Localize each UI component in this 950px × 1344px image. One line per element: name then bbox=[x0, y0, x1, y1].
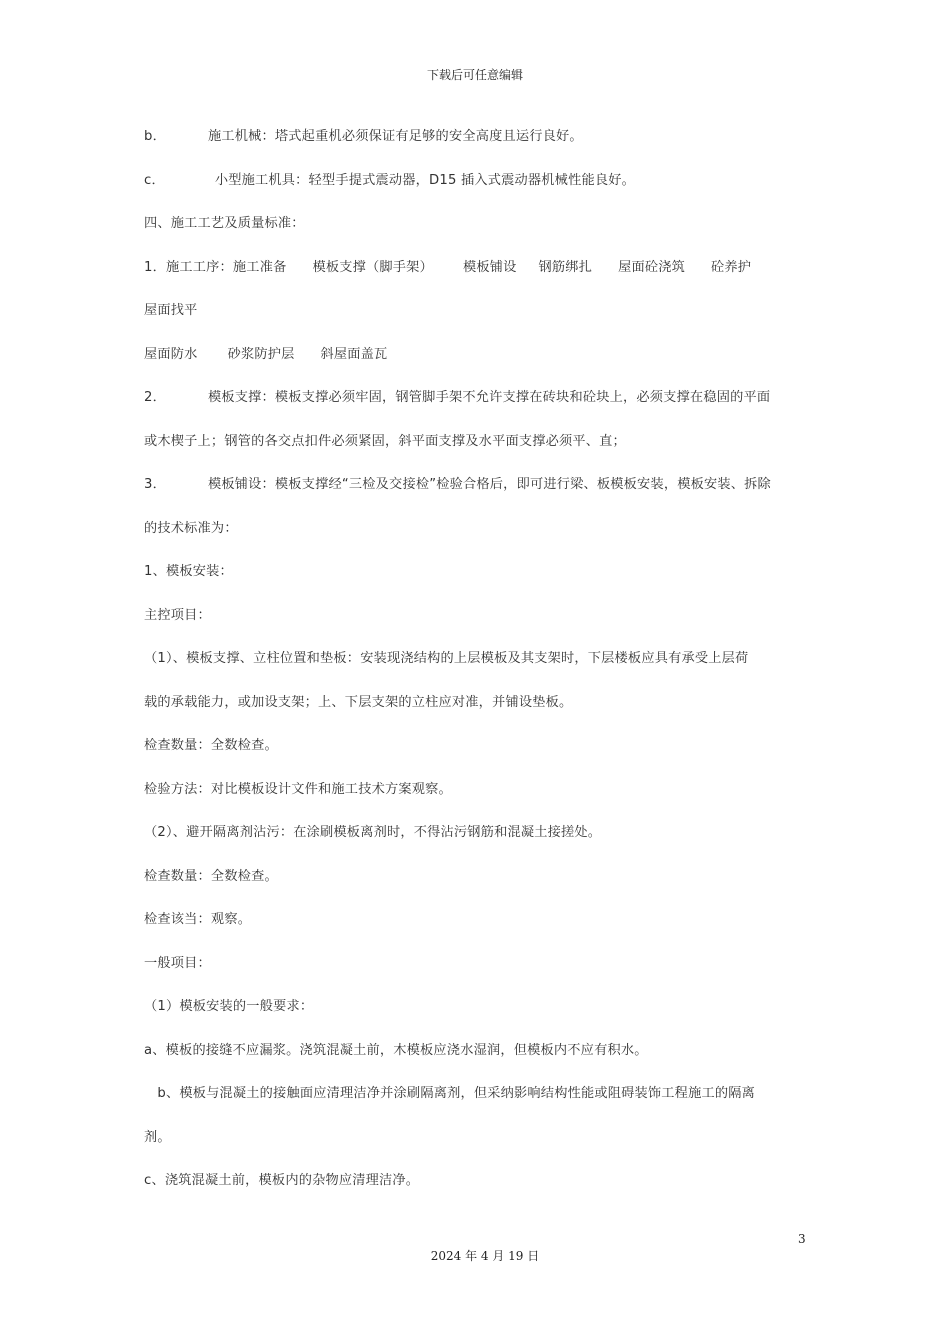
line-text: 主控项目： bbox=[144, 607, 211, 623]
line-text: （1）、模板支撑、立柱位置和垫板：安装现浇结构的上层模板及其支架时，下层楼板应具有承受上层荷 bbox=[144, 651, 749, 666]
body-line bbox=[144, 822, 809, 866]
line-text: 检查数量：全数检查。 bbox=[144, 868, 278, 884]
line-text: 施工机械：塔式起重机必须保证有足够的安全高度且运行良好。 bbox=[207, 129, 583, 144]
line-text: （1）模板安装的一般要求： bbox=[144, 999, 314, 1014]
line-text: c、浇筑混凝土前，模板内的杂物应清理洁净。 bbox=[144, 1173, 420, 1188]
process-step: 钢筋绑扎 bbox=[538, 259, 593, 275]
line-text: 载的承载能力，或加设支架；上、下层支架的立柱应对准，并铺设垫板。 bbox=[144, 694, 573, 710]
process-step: 斜屋面盖瓦 bbox=[320, 346, 388, 362]
line-text: 小型施工机具：轻型手提式震动器，D15 插入式震动器机械性能良好。 bbox=[214, 172, 636, 188]
body-line bbox=[144, 1083, 809, 1127]
list-marker: 3． bbox=[144, 477, 166, 492]
body-line bbox=[144, 518, 809, 562]
list-marker: 2． bbox=[144, 390, 166, 405]
line-text: 一般项目： bbox=[144, 955, 211, 971]
line-text: 1．施工工序：施工准备 bbox=[144, 259, 287, 275]
line-text: 的技术标准为： bbox=[144, 520, 238, 536]
section-heading bbox=[144, 213, 809, 257]
body-line bbox=[144, 996, 809, 1040]
page-header: 下载后可任意编辑 bbox=[426, 68, 523, 82]
body-line bbox=[144, 126, 809, 170]
document-body bbox=[144, 126, 809, 1214]
body-line bbox=[144, 909, 809, 953]
process-step: 屋面找平 bbox=[144, 303, 198, 318]
process-step: 屋面防水 bbox=[144, 346, 198, 362]
body-line bbox=[144, 735, 809, 779]
list-marker: c． bbox=[144, 172, 165, 188]
line-text: 四、施工工艺及质量标准： bbox=[144, 216, 305, 231]
process-line bbox=[144, 257, 809, 301]
process-step: 屋面砼浇筑 bbox=[618, 259, 686, 275]
body-line bbox=[144, 1127, 809, 1171]
subsection-heading bbox=[144, 953, 809, 997]
line-text: 剂。 bbox=[144, 1129, 171, 1145]
line-text: a、模板的接缝不应漏浆。浇筑混凝土前，木模板应浇水湿润，但模板内不应有积水。 bbox=[144, 1042, 648, 1058]
process-line bbox=[144, 300, 809, 344]
body-line bbox=[144, 1040, 809, 1084]
line-text: b、模板与混凝土的接触面应清理洁净并涂刷隔离剂，但采纳影响结构性能或阻碍装饰工程施工的隔离 bbox=[144, 1086, 756, 1101]
page-number: 3 bbox=[798, 1232, 806, 1246]
line-text: 检查数量：全数检查。 bbox=[144, 738, 278, 753]
process-step: 模板铺设 bbox=[462, 259, 517, 275]
list-marker: b． bbox=[144, 129, 166, 144]
line-text: 检查该当：观察。 bbox=[144, 912, 252, 927]
process-line bbox=[144, 344, 809, 388]
footer-date: 2024 年 4 月 19 日 bbox=[430, 1249, 540, 1263]
line-text: 或木楔子上；钢管的各交点扣件必须紧固，斜平面支撑及水平面支撑必须平、直； bbox=[144, 433, 626, 449]
line-text: 模板铺设：模板支撑经“三检及交接检”检验合格后，即可进行梁、板模板安装，模板安装、拆除 bbox=[207, 477, 771, 492]
body-line bbox=[144, 866, 809, 910]
body-line bbox=[144, 170, 809, 214]
body-line bbox=[144, 474, 809, 518]
subsection-heading bbox=[144, 605, 809, 649]
process-step: 砂浆防护层 bbox=[227, 346, 295, 362]
body-line bbox=[144, 1170, 809, 1214]
process-step: 砼养护 bbox=[711, 259, 752, 275]
process-step: 模板支撑（脚手架） bbox=[312, 259, 433, 275]
subsection-heading bbox=[144, 561, 809, 605]
body-line bbox=[144, 431, 809, 475]
body-line bbox=[144, 648, 809, 692]
line-text: 检验方法：对比模板设计文件和施工技术方案观察。 bbox=[144, 781, 452, 797]
line-text: （2）、避开隔离剂沾污：在涂刷模板离剂时，不得沾污钢筋和混凝土接搓处。 bbox=[144, 825, 602, 840]
body-line bbox=[144, 692, 809, 736]
line-text: 模板支撑：模板支撑必须牢固，钢管脚手架不允许支撑在砖块和砼块上，必须支撑在稳固的平面 bbox=[207, 390, 771, 405]
body-line bbox=[144, 387, 809, 431]
body-line bbox=[144, 779, 809, 823]
line-text: 1、模板安装： bbox=[144, 564, 233, 579]
